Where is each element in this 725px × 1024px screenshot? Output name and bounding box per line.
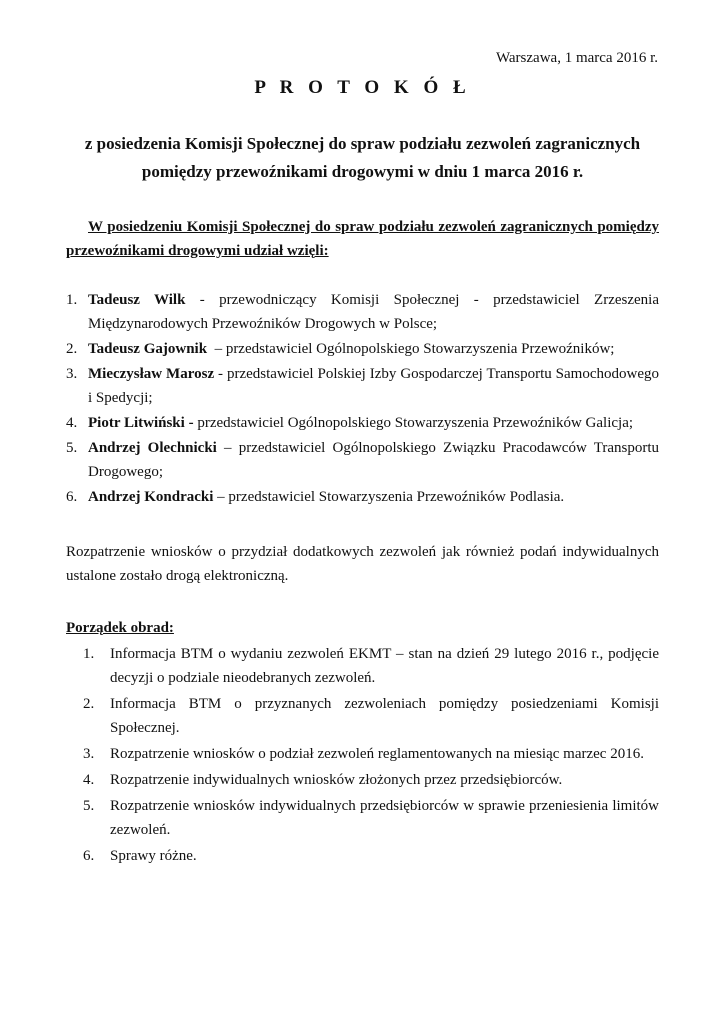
attendee-item: [66, 288, 659, 336]
agenda-number: 4.: [83, 772, 95, 788]
agenda-item: [83, 692, 659, 740]
attendee-role: – przedstawiciel Ogólnopolskiego Związku Pracodawców Transportu: [216, 440, 659, 456]
attendee-role: - przewodniczący Komisji Społecznej - przedstawiciel Zrzeszenia: [185, 292, 659, 308]
attendee-name: Andrzej Olechnicki: [88, 440, 217, 456]
agenda-item: [83, 794, 659, 842]
attendee-item: [66, 436, 659, 484]
agenda-text: Sprawy różne.: [110, 848, 197, 864]
attendee-name: Piotr Litwiński -: [88, 415, 194, 431]
agenda-text-continued: zezwoleń.: [110, 822, 171, 838]
agenda-text: Rozpatrzenie wniosków indywidualnych przedsiębiorców w sprawie przeniesienia limitów: [110, 798, 659, 814]
attendee-role-continued: Drogowego;: [88, 464, 163, 480]
electronic-review-note: Rozpatrzenie wniosków o przydział dodatkowych zezwoleń jak również podań indywidualnych ustalone zostało drogą elektroniczną.: [66, 544, 659, 584]
attendee-item: [66, 485, 659, 509]
attendees-list: [66, 288, 659, 510]
agenda-item: [83, 844, 659, 868]
attendee-number: 1.: [66, 292, 78, 308]
agenda-number: 2.: [83, 696, 95, 712]
agenda-number: 3.: [83, 746, 95, 762]
attendee-number: 3.: [66, 366, 78, 382]
attendee-role: – przedstawiciel Ogólnopolskiego Stowarzyszenia Przewoźników;: [207, 341, 615, 357]
attendees-heading: W posiedzeniu Komisji Społecznej do spraw podziału zezwoleń zagranicznych pomiędzy przewoźnikami drogowymi udział wzięli:: [66, 219, 659, 259]
agenda-item: [83, 768, 659, 792]
attendee-role-continued: i Spedycji;: [88, 390, 153, 406]
document-title: P R O T O K Ó Ł: [254, 77, 471, 98]
attendee-number: 2.: [66, 341, 78, 357]
agenda-text-continued: decyzji o podziale nieodebranych zezwoleń.: [110, 670, 376, 686]
agenda-text: Informacja BTM o wydaniu zezwoleń EKMT – stan na dzień 29 lutego 2016 r., podjęcie: [110, 646, 659, 662]
agenda-number: 5.: [83, 798, 95, 814]
attendee-number: 6.: [66, 489, 78, 505]
subtitle-line-2: pomiędzy przewoźnikami drogowymi w dniu 1 marca 2016 r.: [141, 162, 584, 181]
document-date: Warszawa, 1 marca 2016 r.: [495, 50, 658, 66]
attendee-item: [66, 362, 659, 410]
agenda-item: [83, 742, 659, 766]
agenda-item: [83, 642, 659, 690]
attendee-number: 4.: [66, 415, 78, 431]
attendee-role: - przedstawiciel Polskiej Izby Gospodarczej Transportu Samochodowego: [214, 366, 659, 382]
attendee-item: [66, 411, 659, 435]
attendee-name: Tadeusz Gajownik: [88, 341, 208, 357]
attendee-name: Andrzej Kondracki: [88, 489, 214, 505]
attendee-role: przedstawiciel Ogólnopolskiego Stowarzyszenia Przewoźników Galicja;: [193, 415, 634, 431]
agenda-text: Rozpatrzenie wniosków o podział zezwoleń reglamentowanych na miesiąc marzec 2016.: [110, 746, 644, 762]
agenda-text: Informacja BTM o przyznanych zezwoleniach pomiędzy posiedzeniami Komisji Społecznej.: [110, 696, 659, 736]
agenda-heading: Porządek obrad:: [66, 620, 174, 636]
attendee-role-continued: Międzynarodowych Przewoźników Drogowych w Polsce;: [88, 316, 438, 332]
attendee-item: [66, 337, 659, 361]
agenda-list: [83, 642, 659, 870]
subtitle-line-1: z posiedzenia Komisji Społecznej do spraw podziału zezwoleń zagranicznych: [84, 134, 641, 153]
agenda-number: 1.: [83, 646, 95, 662]
attendee-role: – przedstawiciel Stowarzyszenia Przewoźników Podlasia.: [213, 489, 565, 505]
attendee-number: 5.: [66, 440, 78, 456]
document-subtitle: [66, 130, 659, 186]
attendee-name: Tadeusz Wilk: [88, 292, 186, 308]
agenda-text: Rozpatrzenie indywidualnych wniosków złożonych przez przedsiębiorców.: [110, 772, 563, 788]
attendee-name: Mieczysław Marosz: [88, 366, 215, 382]
agenda-number: 6.: [83, 848, 95, 864]
